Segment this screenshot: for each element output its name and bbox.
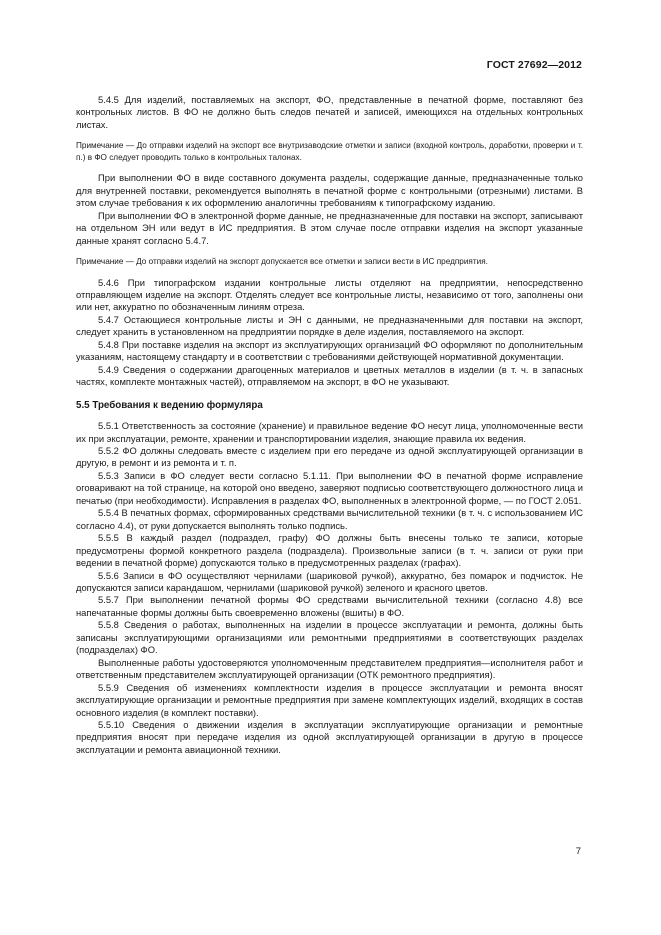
paragraph-5-5-1: 5.5.1 Ответственность за состояние (хранение) и правильное ведение ФО несут лица, уполномоченные вести их при эксплуатации, ремонте, хранении и транспортировании изделия, знающие правила их ведения. xyxy=(76,420,583,444)
paragraph-5-5-3: 5.5.3 Записи в ФО следует вести согласно 5.1.11. При выполнении ФО в печатной форме исправление оговаривают на той странице, на которой оно введено, заверяют подписью соответствующего должностного лица и печатью (при необходимости). Исправления в разделах ФО, выполненных в электронной форме, — по ГОСТ 2.051. xyxy=(76,469,583,506)
document-id-header: ГОСТ 27692—2012 xyxy=(486,59,582,71)
paragraph-5-5-7: 5.5.7 При выполнении печатной формы ФО средствами вычислительной техники (согласно 4.8) все напечатанные формы должны быть своевременно вложены (вшиты) в ФО. xyxy=(76,594,583,618)
paragraph-5-5-10: 5.5.10 Сведения о движении изделия в эксплуатации эксплуатирующие организации и ремонтные предприятия вносят при передаче изделия из одной эксплуатирующей организации в другую в процессе эксплуатации и ремонта авиационной техники. xyxy=(76,718,583,755)
paragraph-5-5-5: 5.5.5 В каждый раздел (подраздел, графу) ФО должны быть внесены только те записи, которые предусмотрены формой конкретного раздела (подраздела). Произвольные записи (в т. ч. записи от руки при ведении в печатной форме) допускаются только в предусмотренных разделах (графах). xyxy=(76,532,583,569)
paragraph-5-4-8: 5.4.8 При поставке изделия на экспорт из эксплуатирующих организаций ФО оформляют по дополнительным указаниям, настоящему стандарту и в соответствии с требованиями действующей нормативной документации. xyxy=(76,338,583,363)
paragraph-5-4-9: 5.4.9 Сведения о содержании драгоценных материалов и цветных металлов в изделии (в т. ч. в запасных частях, комплекте монтажных частей), отправляемом на экспорт, в ФО не указывают. xyxy=(76,363,583,388)
paragraph-5-5-6: 5.5.6 Записи в ФО осуществляют чернилами (шариковой ручкой), аккуратно, без помарок и подчисток. Не допускаются записи карандашом, чернилами (шариковой ручкой) зеленого и красного цветов. xyxy=(76,569,583,593)
paragraph-5-5-2: 5.5.2 ФО должны следовать вместе с изделием при его передаче из одной эксплуатирующей организации в другую, в ремонт и из ремонта и т. п. xyxy=(76,445,583,469)
note-is-enterprise: Примечание — До отправки изделий на экспорт допускается все отметки и записи вести в ИС предприятия. xyxy=(76,257,488,267)
page-number: 7 xyxy=(575,846,581,857)
paragraph-works-certified: Выполненные работы удостоверяются уполномоченным представителем предприятия—исполнителя работ и ответственным представителем эксплуатирующей организации (ОТК ремонтного предприятия). xyxy=(76,656,583,681)
note-before-export: Примечание — До отправки изделий на экспорт все внутризаводские отметки и записи (входной контроль, доработки, проверки и т. п.) в ФО следует проводить только в контрольных талонах. xyxy=(76,141,583,162)
paragraph-5-5-8: 5.5.8 Сведения о работах, выполненных на изделии в процессе эксплуатации и ремонта, должны быть записаны эксплуатирующими организациями или ремонтными предприятиями в соответствующих разделах (подразделах) ФО. xyxy=(76,619,583,656)
section-heading-5-5: 5.5 Требования к ведению формуляра xyxy=(76,399,263,411)
paragraph-5-4-7: 5.4.7 Остающиеся контрольные листы и ЭН с данными, не предназначенными для поставки на экспорт, следует хранить в установленном на предприятии порядке в деле изделия, поставляемого на экспорт. xyxy=(76,313,583,338)
document-body xyxy=(76,94,583,756)
paragraph-5-4-5: 5.4.5 Для изделий, поставляемых на экспорт, ФО, представленные в печатной форме, поставляют без контрольных листов. В ФО не должно быть следов печатей и записей, имеющихся на отдельных контрольных листах. xyxy=(76,94,583,130)
paragraph-composite-document: При выполнении ФО в виде составного документа разделы, содержащие данные, предназначенные только для внутренней поставки, рекомендуется выполнять в печатной форме с контрольными (отрезными) листами. В этом случае требования к их оформлению аналогичны требованиям к типографскому изданию. xyxy=(76,172,583,209)
paragraph-5-5-4: 5.5.4 В печатных формах, сформированных средствами вычислительной техники (в т. ч. с использованием ИС согласно 4.4), от руки допускается выполнять только подпись. xyxy=(76,507,583,531)
paragraph-5-4-6: 5.4.6 При типографском издании контрольные листы отделяют на предприятии, непосредственно отправляющем изделие на экспорт. Отделять следует все контрольные листы, независимо от того, заполнены они или нет, аккуратно по обозначенным линиям отреза. xyxy=(76,276,583,313)
paragraph-5-5-9: 5.5.9 Сведения об изменениях комплектности изделия в процессе эксплуатации и ремонта вносят эксплуатирующие организации и ремонтные предприятия при замене комплектующих изделий, входящих в состав основного изделия (в комплект поставки). xyxy=(76,681,583,718)
paragraph-electronic-form: При выполнении ФО в электронной форме данные, не предназначенные для поставки на экспорт, записывают на отдельном ЭН или ведут в ИС предприятия. В этом случае после отправки изделия на экспорт указанные данные хранят согласно 5.4.7. xyxy=(76,209,583,246)
